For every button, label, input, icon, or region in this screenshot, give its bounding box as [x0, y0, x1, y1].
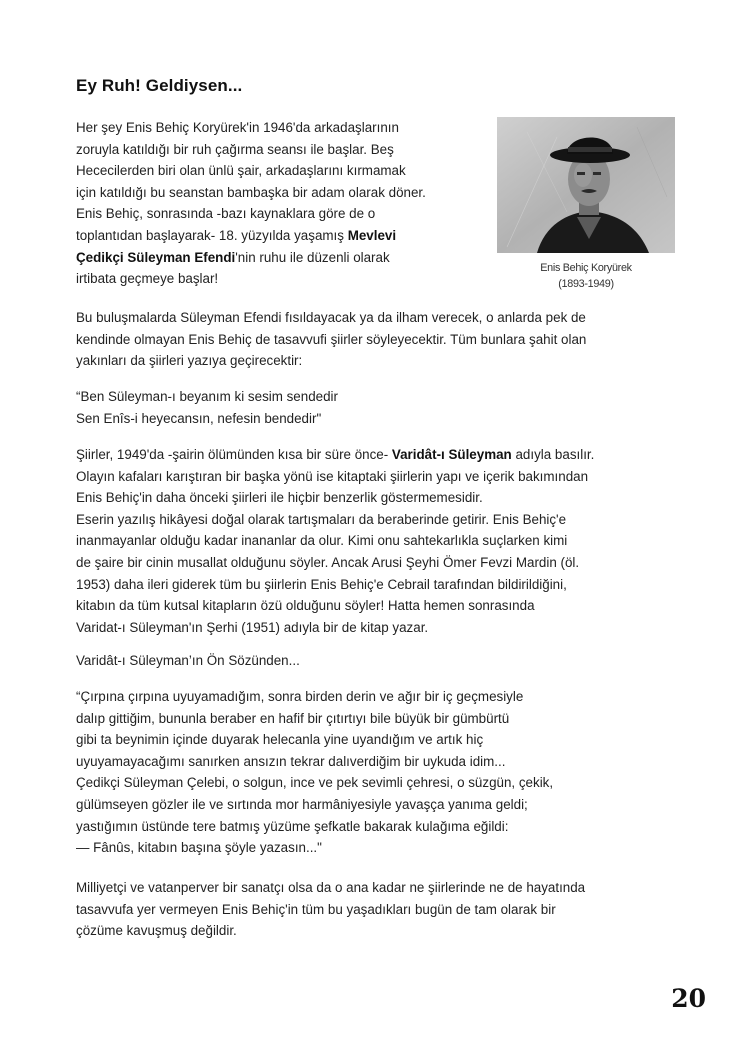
quote-line: gibi ta beynimin içinde duyarak helecanla yine uyandığım ve artık hiç [76, 732, 484, 748]
bold-text: Çedikçi Süleyman Efendi [76, 249, 236, 265]
text-line [76, 225, 496, 247]
quote-line: uyuyamayacağımı sanırken ansızın tekrar dalıverdiğim bir uykuda idim... [76, 753, 506, 769]
text-line: Bu buluşmalarda Süleyman Efendi fısıldayacak ya da ilham verecek, o anlarda pek de [76, 310, 586, 325]
text-line: inanmayanlar olduğu kadar inananlar da olur. Kimi onu sahtekarlıkla suçlarken kimi [76, 533, 568, 549]
text-line: tasavvufa yer vermeyen Enis Behiç'in tüm bu yaşadıkları bugün de tam olarak bir [76, 901, 556, 917]
text-line [76, 444, 676, 466]
text-run: 'nin ruhu ile düzenli olarak [235, 249, 390, 265]
text-run: toplantıdan başlayarak- 18. yüzyılda yaşamış [76, 227, 348, 243]
paragraph-3 [76, 444, 676, 638]
quote-line: “Çırpına çırpına uyuyamadığım, sonra birden derin ve ağır bir iç geçmesiyle [76, 689, 524, 704]
quote-line: dalıp gittiğim, bununla beraber en hafif bir çıtırtıyı bile büyük bir gümbürtü [76, 710, 510, 726]
text-line: irtibata geçmeye başlar! [76, 271, 219, 287]
text-line: yakınları da şiirleri yazıya geçirecektir: [76, 353, 303, 369]
quote-line: gülümseyen gözler ile ve sırtında mor harmâniyesiyle yavaşça yanıma geldi; [76, 796, 528, 812]
caption-years: (1893-1949) [558, 278, 614, 290]
text-run: adıyla basılır. [511, 447, 595, 462]
text-line: Enis Behiç'in daha önceki şiirleri ile hiçbir benzerlik göstermemesidir. [76, 490, 483, 506]
bold-text: Mevlevi [347, 227, 397, 243]
text-line: Eserin yazılış hikâyesi doğal olarak tartışmaları da beraberinde getirir. Enis Behiç'e [76, 511, 567, 527]
text-line: de şaire bir cinin musallat olduğunu söyler. Ancak Arusi Şeyhi Ömer Fevzi Mardin (öl. [76, 554, 580, 570]
article-title: Ey Ruh! Geldiysen... [76, 76, 243, 95]
text-line: Her şey Enis Behiç Koryürek'in 1946'da arkadaşlarının [76, 120, 399, 135]
quote-line: Sen Enîs-i heyecansın, nefesin bendedir" [76, 410, 322, 426]
text-run: Şiirler, 1949'da -şairin ölümünden kısa bir süre önce- [76, 447, 392, 462]
quote-line: “Ben Süleyman-ı beyanım ki sesim sendedir [76, 389, 338, 404]
quote-line: — Fânûs, kitabın başına şöyle yazasın..." [76, 840, 322, 856]
text-line: için katıldığı bu seanstan bambaşka bir adam olarak döner. [76, 184, 426, 200]
text-line: 1953) daha ileri giderek tüm bu şiirlerin Enis Behiç'e Cebrail tarafından bildirildiğini, [76, 576, 567, 592]
photo-caption [497, 260, 675, 292]
text-line: zoruyla katıldığı bir ruh çağırma seansı ile başlar. Beş [76, 141, 394, 157]
text-line: kitabın da tüm kutsal kitapların özü olduğunu söyler! Hatta hemen sonrasında [76, 598, 535, 614]
portrait-photo [497, 117, 675, 253]
text-line: Milliyetçi ve vatanperver bir sanatçı olsa da o ana kadar ne şiirlerinde ne de hayatında [76, 880, 586, 895]
text-line: Varidat-ı Süleyman'ın Şerhi (1951) adıyla bir de kitap yazar. [76, 619, 429, 635]
foreword-heading: Varidât-ı Süleyman’ın Ön Sözünden... [76, 653, 300, 668]
text-line: Olayın kafaları karıştıran bir başka yönü ise kitaptaki şiirlerin yapı ve içerik bakımından [76, 468, 589, 484]
quote-line: yastığımın üstünde tere batmış yüzüme şefkatle bakarak kulağıma eğildi: [76, 818, 509, 834]
bold-text: Varidât-ı Süleyman [391, 447, 512, 462]
couplet-quote [76, 386, 676, 429]
closing-paragraph [76, 877, 676, 942]
text-line [76, 247, 496, 269]
portrait-illustration [497, 117, 675, 253]
text-line: Hececilerden biri olan ünlü şair, arkadaşlarını kırmamak [76, 163, 406, 179]
paragraph-2 [76, 307, 676, 372]
caption-name: Enis Behiç Koryürek [540, 262, 632, 274]
intro-paragraph [76, 117, 496, 290]
quote-line: Çedikçi Süleyman Çelebi, o solgun, ince ve pek sevimli çehresi, o süzgün, çekik, [76, 775, 554, 791]
page-number: 20 [671, 984, 706, 1013]
text-line: çözüme kavuşmuş değildir. [76, 923, 237, 939]
text-line: Enis Behiç, sonrasında -bazı kaynaklara göre de o [76, 206, 376, 222]
foreword-quote [76, 686, 676, 859]
text-line: kendinde olmayan Enis Behiç de tasavvufi şiirler söyleyecektir. Tüm bunlara şahit olan [76, 331, 587, 347]
